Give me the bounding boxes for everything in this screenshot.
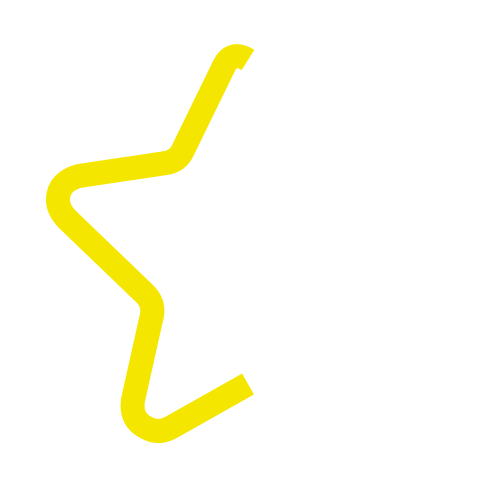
half-star-outline-path [58, 56, 248, 431]
